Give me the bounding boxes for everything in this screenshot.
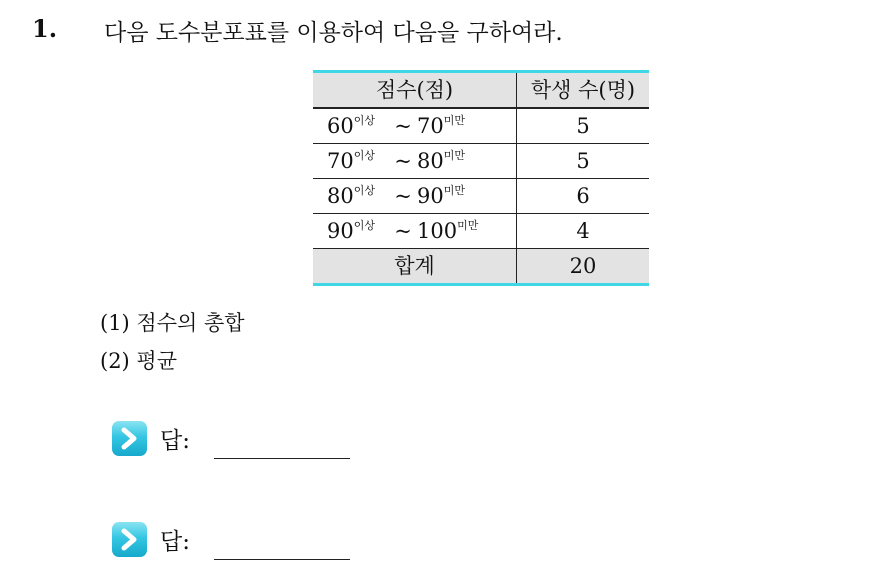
header-students: 학생 수(명) bbox=[517, 72, 650, 109]
range-high: 70 bbox=[417, 114, 444, 138]
total-value: 20 bbox=[517, 249, 650, 285]
range-low-suffix: 이상 bbox=[353, 114, 375, 127]
answer-label: 답: bbox=[160, 428, 190, 454]
range-low: 80 bbox=[327, 184, 354, 208]
range-high-suffix: 미만 bbox=[443, 184, 465, 197]
range-low-suffix: 이상 bbox=[353, 219, 375, 232]
table-total-row bbox=[313, 249, 649, 285]
range-low: 60 bbox=[327, 114, 354, 138]
answer-blank[interactable] bbox=[214, 458, 350, 459]
range-high: 80 bbox=[417, 149, 444, 173]
total-label: 합계 bbox=[313, 249, 517, 285]
chevron-right-icon bbox=[112, 522, 147, 557]
table-row bbox=[313, 179, 649, 214]
range-low-suffix: 이상 bbox=[353, 149, 375, 162]
student-count-cell: 5 bbox=[517, 144, 650, 179]
question-number: 1. bbox=[32, 14, 58, 43]
chevron-right-icon bbox=[112, 421, 147, 456]
range-tilde: ~ bbox=[394, 219, 412, 243]
question-text: 다음 도수분포표를 이용하여 다음을 구하여라. bbox=[104, 20, 563, 46]
table-row bbox=[313, 214, 649, 249]
range-high: 100 bbox=[417, 219, 458, 243]
range-high-suffix: 미만 bbox=[443, 114, 465, 127]
range-high-suffix: 미만 bbox=[457, 219, 479, 232]
range-tilde: ~ bbox=[394, 114, 412, 138]
header-score: 점수(점) bbox=[313, 72, 517, 109]
range-low: 70 bbox=[327, 149, 354, 173]
student-count-cell: 5 bbox=[517, 108, 650, 144]
table-row bbox=[313, 144, 649, 179]
range-tilde: ~ bbox=[394, 149, 412, 173]
table-row bbox=[313, 108, 649, 144]
score-range-cell bbox=[313, 214, 517, 249]
sub-question-2: (2) 평균 bbox=[100, 349, 177, 373]
range-high: 90 bbox=[417, 184, 444, 208]
student-count-cell: 6 bbox=[517, 179, 650, 214]
range-tilde: ~ bbox=[394, 184, 412, 208]
frequency-table bbox=[313, 70, 649, 286]
score-range-cell bbox=[313, 108, 517, 144]
range-high-suffix: 미만 bbox=[443, 149, 465, 162]
student-count-cell: 4 bbox=[517, 214, 650, 249]
sub-question-1: (1) 점수의 총합 bbox=[100, 311, 245, 335]
range-low: 90 bbox=[327, 219, 354, 243]
answer-blank[interactable] bbox=[214, 559, 350, 560]
score-range-cell bbox=[313, 179, 517, 214]
table-header-row bbox=[313, 72, 649, 109]
range-low-suffix: 이상 bbox=[353, 184, 375, 197]
answer-label: 답: bbox=[160, 529, 190, 555]
score-range-cell bbox=[313, 144, 517, 179]
sub-questions bbox=[100, 304, 245, 380]
